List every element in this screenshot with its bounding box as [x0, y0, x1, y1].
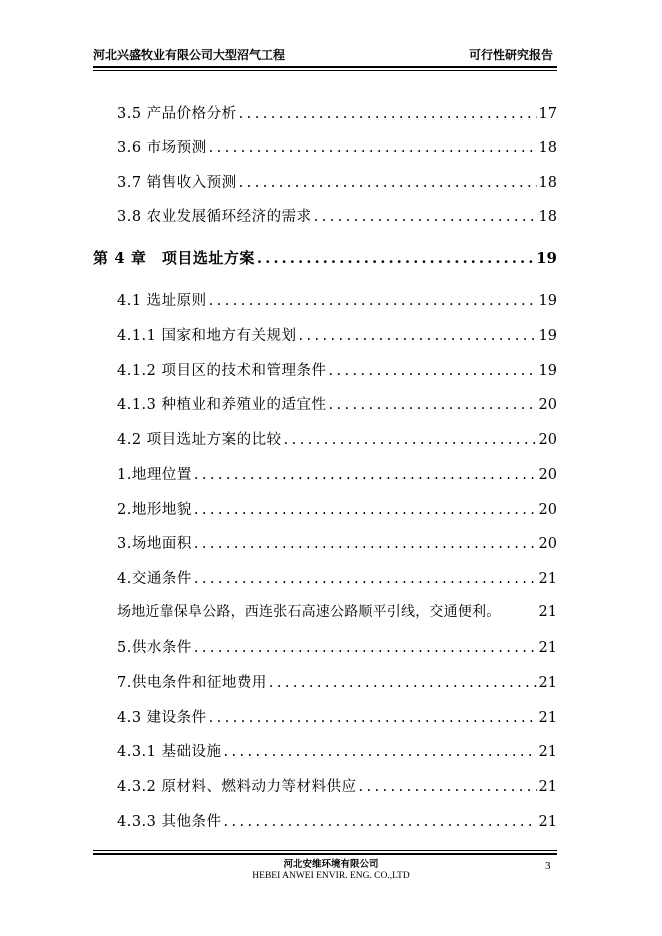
toc-entry-title: 3.场地面积: [117, 536, 192, 552]
toc-entry[interactable]: [117, 136, 557, 158]
toc-leader-dots: [192, 536, 537, 552]
toc-entry[interactable]: [117, 532, 557, 554]
toc-entry-page: 19: [536, 249, 557, 267]
toc-leader-dots: [255, 249, 534, 267]
toc-entry-page: 20: [538, 502, 557, 518]
toc-leader-dots: [207, 710, 537, 726]
footer-rule-thin: [93, 850, 557, 851]
toc-entry[interactable]: [117, 636, 557, 658]
toc-leader-dots: [267, 675, 537, 691]
toc-entry-title: 7.供电条件和征地费用: [117, 675, 267, 691]
toc-entry-page: 21: [538, 814, 557, 830]
toc-chapter-entry[interactable]: [93, 247, 557, 269]
toc-leader-dots: [312, 209, 537, 225]
toc-entry[interactable]: [117, 463, 557, 485]
toc-entry[interactable]: [117, 428, 557, 450]
toc-entry-page: 18: [538, 140, 557, 156]
toc-entry-title: 第 4 章 项目选址方案: [93, 249, 255, 267]
toc-leader-dots: [192, 502, 537, 518]
toc-entry-page: 19: [538, 293, 557, 309]
toc-entry-page: 18: [538, 209, 557, 225]
toc-leader-dots: [237, 175, 537, 191]
toc-leader-dots: [192, 640, 537, 656]
toc-entry[interactable]: [117, 740, 557, 762]
toc-entry-page: 17: [538, 106, 557, 122]
toc-entry[interactable]: [117, 102, 557, 124]
toc-entry[interactable]: [117, 810, 557, 832]
toc-entry[interactable]: [117, 393, 557, 415]
page-number: 3: [545, 860, 551, 872]
toc-entry-title: 3.6 市场预测: [117, 140, 207, 156]
toc-entry-title: 3.7 销售收入预测: [117, 175, 237, 191]
toc-entry[interactable]: [117, 289, 557, 311]
toc-entry[interactable]: [117, 671, 557, 693]
toc-entry-page: 20: [538, 432, 557, 448]
toc-entry-title: 1.地理位置: [117, 467, 192, 483]
footer-rule-thick: [93, 853, 557, 855]
toc-leader-dots: [237, 106, 537, 122]
toc-leader-dots: [357, 779, 537, 795]
toc-entry-title: 4.1.1 国家和地方有关规划: [117, 328, 297, 344]
toc-entry-page: 20: [538, 397, 557, 413]
toc-leader-dots: [282, 432, 537, 448]
toc-entry-title: 2.地形地貌: [117, 502, 192, 518]
toc-entry-title: 5.供水条件: [117, 640, 192, 656]
toc-leader-dots: [327, 397, 537, 413]
toc-entry-page: 21: [538, 640, 557, 656]
header-rule-thin: [93, 70, 557, 71]
toc-leader-dots: [192, 571, 537, 587]
toc-entry-title: 4.3.1 基础设施: [117, 744, 222, 760]
toc-entry[interactable]: [117, 498, 557, 520]
toc-entry[interactable]: [117, 171, 557, 193]
footer-company-name: 河北安维环境有限公司: [283, 859, 379, 870]
toc-entry-title: 4.交通条件: [117, 571, 192, 587]
toc-leader-dots: [222, 744, 537, 760]
toc-entry[interactable]: [117, 324, 557, 346]
toc-entry-title: 场地近靠保阜公路，西连张石高速公路顺平引线，交通便利。: [117, 604, 501, 620]
toc-entry-title: 4.3.2 原材料、燃料动力等材料供应: [117, 779, 357, 795]
toc-entry-title: 4.1.3 种植业和养殖业的适宜性: [117, 397, 327, 413]
toc-entry-page: 19: [538, 363, 557, 379]
footer-company-name-en: HEBEI ANWEI ENVIR. ENG. CO.,LTD: [252, 871, 410, 881]
toc-entry-page: 21: [538, 675, 557, 691]
toc-entry-page: 21: [538, 710, 557, 726]
toc-entry-page: 19: [538, 328, 557, 344]
toc-entry[interactable]: [117, 359, 557, 381]
toc-entry-title: 4.1 选址原则: [117, 293, 207, 309]
toc-entry-title: 3.5 产品价格分析: [117, 106, 237, 122]
toc-entry[interactable]: [117, 706, 557, 728]
toc-entry-page: 21: [538, 744, 557, 760]
header-project-title: 河北兴盛牧业有限公司大型沼气工程: [93, 48, 286, 62]
toc-entry-title: 4.2 项目选址方案的比较: [117, 432, 282, 448]
toc-entry-page: 21: [538, 571, 557, 587]
toc-entry-page: 21: [538, 779, 557, 795]
toc-entry-page: 21: [538, 604, 557, 620]
toc-leader-dots: [327, 363, 537, 379]
header-rule-thick: [93, 66, 557, 68]
toc-entry-title: 3.8 农业发展循环经济的需求: [117, 209, 312, 225]
toc-entry[interactable]: [117, 601, 557, 623]
toc-leader-dots: [192, 467, 537, 483]
toc-entry[interactable]: [117, 205, 557, 227]
toc-entry[interactable]: [117, 567, 557, 589]
toc-entry-page: 20: [538, 536, 557, 552]
toc-entry-page: 20: [538, 467, 557, 483]
toc-leader-dots: [222, 814, 537, 830]
header-report-type: 可行性研究报告: [468, 48, 553, 62]
toc-entry-title: 4.3.3 其他条件: [117, 814, 222, 830]
toc-entry-title: 4.1.2 项目区的技术和管理条件: [117, 363, 327, 379]
toc-leader-dots: [297, 328, 537, 344]
toc-entry[interactable]: [117, 775, 557, 797]
toc-leader-dots: [207, 293, 537, 309]
toc-entry-page: 18: [538, 175, 557, 191]
toc-entry-title: 4.3 建设条件: [117, 710, 207, 726]
toc-leader-dots: [207, 140, 537, 156]
